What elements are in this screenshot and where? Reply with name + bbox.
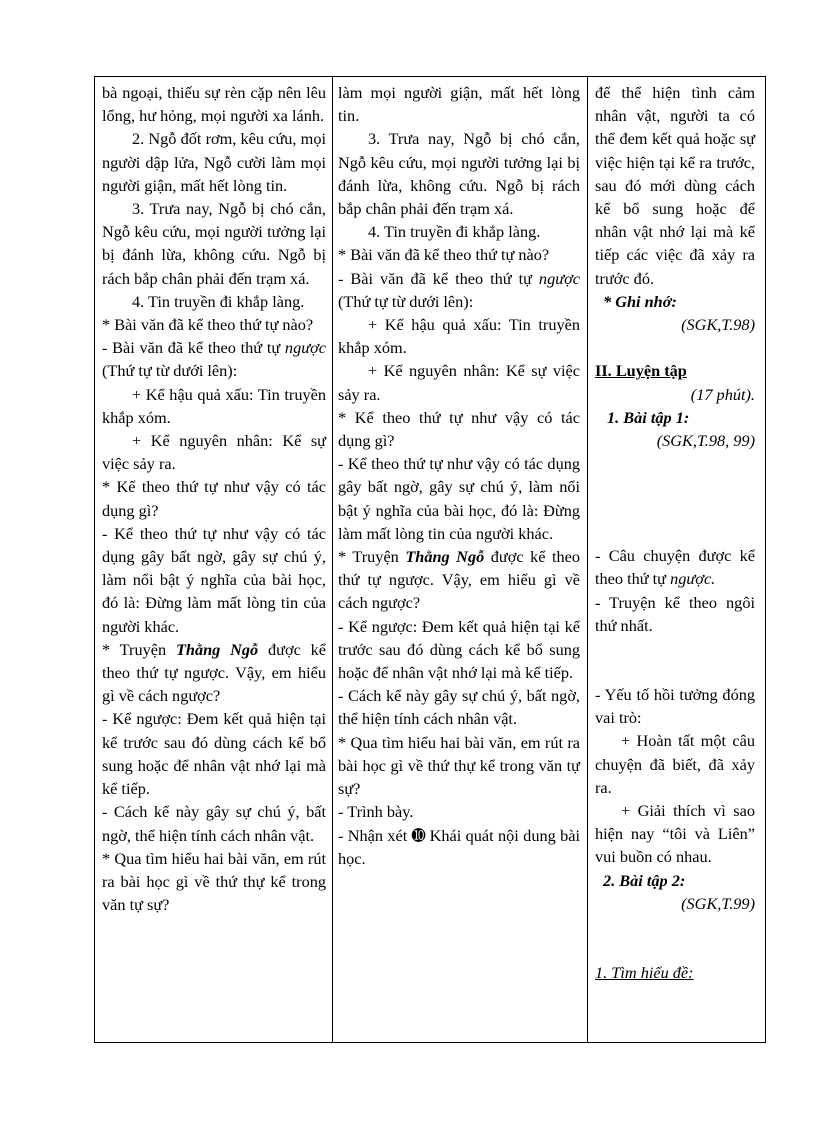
text-line: 4. Tin truyền đi khắp làng. <box>368 222 541 242</box>
section-time: (17 phút). <box>690 384 755 404</box>
exercise-ref: (SGK,T.99) <box>681 893 755 913</box>
answer: - Trình bày. <box>338 802 414 822</box>
answer-order: - Bài văn đã kể theo thứ tự ngược (Thứ tự từ dưới lên): <box>338 268 580 311</box>
content-intro: để thể hiện tình cảm nhân vật, người ta có thể đem kết quả hoặc sự việc hiện tại kể ra trước, sau đó mới dùng cách kể bổ sung hoặc để nhân vật nhớ lại mà kể tiếp các việc đã xảy ra trước đó. <box>595 83 755 288</box>
answer: - Kể theo thứ tự như vậy có tác dụng gây bất ngờ, gây sự chú ý, làm nổi bật ý nghĩa của bài học, đó là: Đừng làm mất lòng tin của người khác. <box>102 523 326 636</box>
answer: - Cách kể này gây sự chú ý, bất ngờ, thể hiện tính cách nhân vật. <box>102 802 326 845</box>
answer: - Kể ngược: Đem kết quả hiện tại kể trước sau đó dùng cách kể bổ sung hoặc để nhân vật nhớ lại mà kể tiếp. <box>102 709 326 799</box>
exercise-title: 1. Bài tập 1: <box>607 407 690 427</box>
answer: - Yếu tố hồi tưởng đóng vai trò: <box>595 685 755 728</box>
column-divider <box>587 77 588 1042</box>
section-title: II. Luyện tập <box>595 361 687 381</box>
answer-order: - Bài văn đã kể theo thứ tự ngược (Thứ tự từ dưới lên): <box>102 338 326 381</box>
answer: - Kể ngược: Đem kết quả hiện tại kể trước sau đó dùng cách kể bổ sung hoặc để nhân vật nhớ lại mà kể tiếp. <box>338 616 580 683</box>
plus-line: + Giải thích vì sao hiện nay “tôi và Liên” vui buồn có nhau. <box>595 801 755 867</box>
column-content <box>595 81 755 984</box>
question: * Qua tìm hiểu hai bài văn, em rút ra bài học gì về thứ thự kể trong văn tự sự? <box>338 732 580 799</box>
plus-line: + Kể hậu quả xấu: Tin truyền khắp xóm. <box>338 315 580 358</box>
question: * Bài văn đã kể theo thứ tự nào? <box>102 315 314 335</box>
text-line: làm mọi người giận, mất hết lòng tin. <box>338 83 580 126</box>
question: * Qua tìm hiểu hai bài văn, em rút ra bài học gì về thứ thự kể trong văn tự sự? <box>102 848 326 915</box>
answer: - Cách kể này gây sự chú ý, bất ngờ, thể hiện tính cách nhân vật. <box>338 686 580 729</box>
lesson-table <box>94 76 766 1043</box>
answer-order: - Câu chuyện được kể theo thứ tự ngược. <box>595 546 755 589</box>
text-line: 2. Ngỗ đốt rơm, kêu cứu, mọi người dập lửa, Ngỗ cười làm mọi người giận, mất hết lòng tin. <box>102 129 326 195</box>
plus-line: + Kể hậu quả xấu: Tin truyền khắp xóm. <box>102 384 326 427</box>
note-ref: (SGK,T.98) <box>681 315 755 335</box>
text-line: 4. Tin truyền đi khắp làng. <box>132 291 305 311</box>
question: * Kể theo thứ tự như vậy có tác dụng gì? <box>338 407 580 451</box>
plus-line: + Kể nguyên nhân: Kể sự việc sảy ra. <box>102 431 326 474</box>
question: * Bài văn đã kể theo thứ tự nào? <box>338 245 550 265</box>
exercise-title: 2. Bài tập 2: <box>603 870 686 890</box>
question: * Kể theo thứ tự như vậy có tác dụng gì? <box>102 477 326 520</box>
answer: - Kể theo thứ tự như vậy có tác dụng gây bất ngờ, gây sự chú ý, làm nổi bật ý nghĩa của bài học, đó là: Đừng làm mất lòng tin của người khác. <box>338 454 580 543</box>
column-student-activity <box>338 81 580 870</box>
subsection-title: 1. Tìm hiểu đề: <box>595 963 694 983</box>
question-story: * Truyện Thằng Ngỗ được kể theo thứ tự ngược. Vậy, em hiểu gì về cách ngược? <box>338 547 580 613</box>
text-line: bà ngoại, thiếu sự rèn cặp nên lêu lổng, hư hỏng, mọi người xa lánh. <box>102 83 326 126</box>
answer: - Truyện kể theo ngôi thứ nhất. <box>595 592 755 635</box>
exercise-ref: (SGK,T.98, 99) <box>656 431 755 451</box>
question-story: * Truyện Thằng Ngỗ được kể theo thứ tự ngược. Vậy, em hiểu gì về cách ngược? <box>102 639 326 706</box>
text-line: 3. Trưa nay, Ngỗ bị chó cắn, Ngỗ kêu cứu, mọi người tưởng lại bị đánh lừa, không cứu. Ngỗ bị rách bắp chân phải đến trạm xá. <box>102 199 326 288</box>
plus-line: + Hoàn tất một câu chuyện đã biết, đã xảy ra. <box>595 731 755 797</box>
answer: - Nhận xét ➓ Khái quát nội dung bài học. <box>338 825 580 868</box>
text-line: 3. Trưa nay, Ngỗ bị chó cắn, Ngỗ kêu cứu, mọi người tưởng lại bị đánh lừa, không cứu. Ngỗ bị rách bắp chân phải đến trạm xá. <box>338 129 580 219</box>
plus-line: + Kể nguyên nhân: Kể sự việc sảy ra. <box>338 361 580 404</box>
column-teacher-activity <box>102 81 326 916</box>
column-divider <box>332 77 333 1042</box>
note-label: * Ghi nhớ: <box>603 291 677 311</box>
